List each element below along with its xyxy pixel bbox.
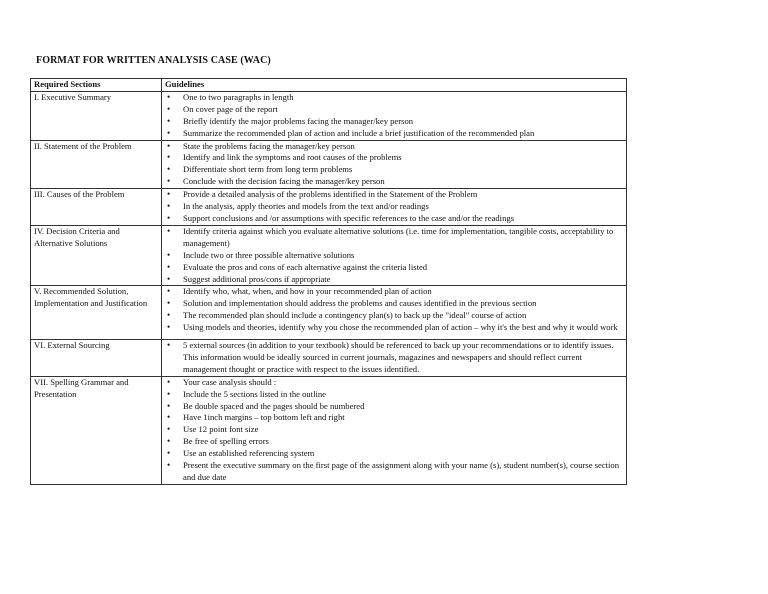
- section-cell: IV. Decision Criteria and Alternative Solutions: [31, 225, 162, 286]
- table-row: [31, 189, 627, 226]
- list-item: • Include the 5 sections listed in the outline: [165, 389, 623, 401]
- list-item: • Using models and theories, identify why you chose the recommended plan of action – why it's the best and why it would work: [165, 322, 623, 334]
- section-cell: III. Causes of the Problem: [31, 189, 162, 226]
- list-item: • On cover page of the report: [165, 104, 623, 116]
- guidelines-cell: [162, 286, 627, 340]
- section-cell: VI. External Sourcing: [31, 340, 162, 377]
- list-item: • Identify criteria against which you evaluate alternative solutions (i.e. time for implementation, tangible costs, acceptability to management): [165, 226, 623, 250]
- list-item: • State the problems facing the manager/key person: [165, 141, 623, 153]
- header-required-sections: Required Sections: [31, 79, 162, 92]
- list-item: • Have 1inch margins – top bottom left and right: [165, 412, 623, 424]
- guidelines-cell: [162, 340, 627, 377]
- list-item: • Be double spaced and the pages should be numbered: [165, 401, 623, 413]
- list-item: • One to two paragraphs in length: [165, 92, 623, 104]
- header-guidelines: Guidelines: [162, 79, 627, 92]
- list-item: • 5 external sources (in addition to your textbook) should be referenced to back up your recommendations or to identify issues. This information would be ideally sourced in current journals, magazines and newspapers and should reflect current management thought or practice with respect to the issues identified.: [165, 340, 623, 376]
- list-item: • Differentiate short term from long term problems: [165, 164, 623, 176]
- section-cell: I. Executive Summary: [31, 91, 162, 140]
- guideline-list: [165, 92, 623, 140]
- table-header-row: [31, 79, 627, 92]
- guideline-list: [165, 189, 623, 225]
- list-item: • Use an established referencing system: [165, 448, 623, 460]
- section-cell: V. Recommended Solution, Implementation and Justification: [31, 286, 162, 340]
- guidelines-cell: [162, 225, 627, 286]
- guideline-list: [165, 377, 623, 484]
- list-item: • Be free of spelling errors: [165, 436, 623, 448]
- guideline-list: [165, 340, 623, 376]
- table-row: [31, 340, 627, 377]
- guidelines-cell: [162, 376, 627, 484]
- guideline-list: [165, 226, 623, 286]
- guidelines-cell: [162, 140, 627, 189]
- table-row: [31, 225, 627, 286]
- guideline-list: [165, 141, 623, 189]
- list-item: • Present the executive summary on the first page of the assignment along with your name (s), student number(s), course section and due date: [165, 460, 623, 484]
- list-item: • Your case analysis should :: [165, 377, 623, 389]
- table-row: [31, 91, 627, 140]
- document-title: FORMAT FOR WRITTEN ANALYSIS CASE (WAC): [36, 55, 271, 66]
- list-item: • In the analysis, apply theories and models from the text and/or readings: [165, 201, 623, 213]
- section-cell: II. Statement of the Problem: [31, 140, 162, 189]
- list-item: • Use 12 point font size: [165, 424, 623, 436]
- guidelines-cell: [162, 189, 627, 226]
- list-item: • Briefly identify the major problems facing the manager/key person: [165, 116, 623, 128]
- table-row: [31, 140, 627, 189]
- table-row: [31, 376, 627, 484]
- list-item: • Summarize the recommended plan of action and include a brief justification of the recommended plan: [165, 128, 623, 140]
- guideline-list: [165, 286, 623, 334]
- list-item: • Provide a detailed analysis of the problems identified in the Statement of the Problem: [165, 189, 623, 201]
- list-item: • Identify and link the symptoms and root causes of the problems: [165, 152, 623, 164]
- wac-format-table: [30, 78, 627, 485]
- guidelines-cell: [162, 91, 627, 140]
- list-item: • Suggest additional pros/cons if appropriate: [165, 274, 623, 286]
- section-cell: VII. Spelling Grammar and Presentation: [31, 376, 162, 484]
- list-item: • Solution and implementation should address the problems and causes identified in the previous section: [165, 298, 623, 310]
- list-item: • Evaluate the pros and cons of each alternative against the criteria listed: [165, 262, 623, 274]
- list-item: • Include two or three possible alternative solutions: [165, 250, 623, 262]
- list-item: • Support conclusions and /or assumptions with specific references to the case and/or the readings: [165, 213, 623, 225]
- table-row: [31, 286, 627, 340]
- list-item: • The recommended plan should include a contingency plan(s) to back up the "ideal" course of action: [165, 310, 623, 322]
- list-item: • Identify who, what, when, and how in your recommended plan of action: [165, 286, 623, 298]
- list-item: • Conclude with the decision facing the manager/key person: [165, 176, 623, 188]
